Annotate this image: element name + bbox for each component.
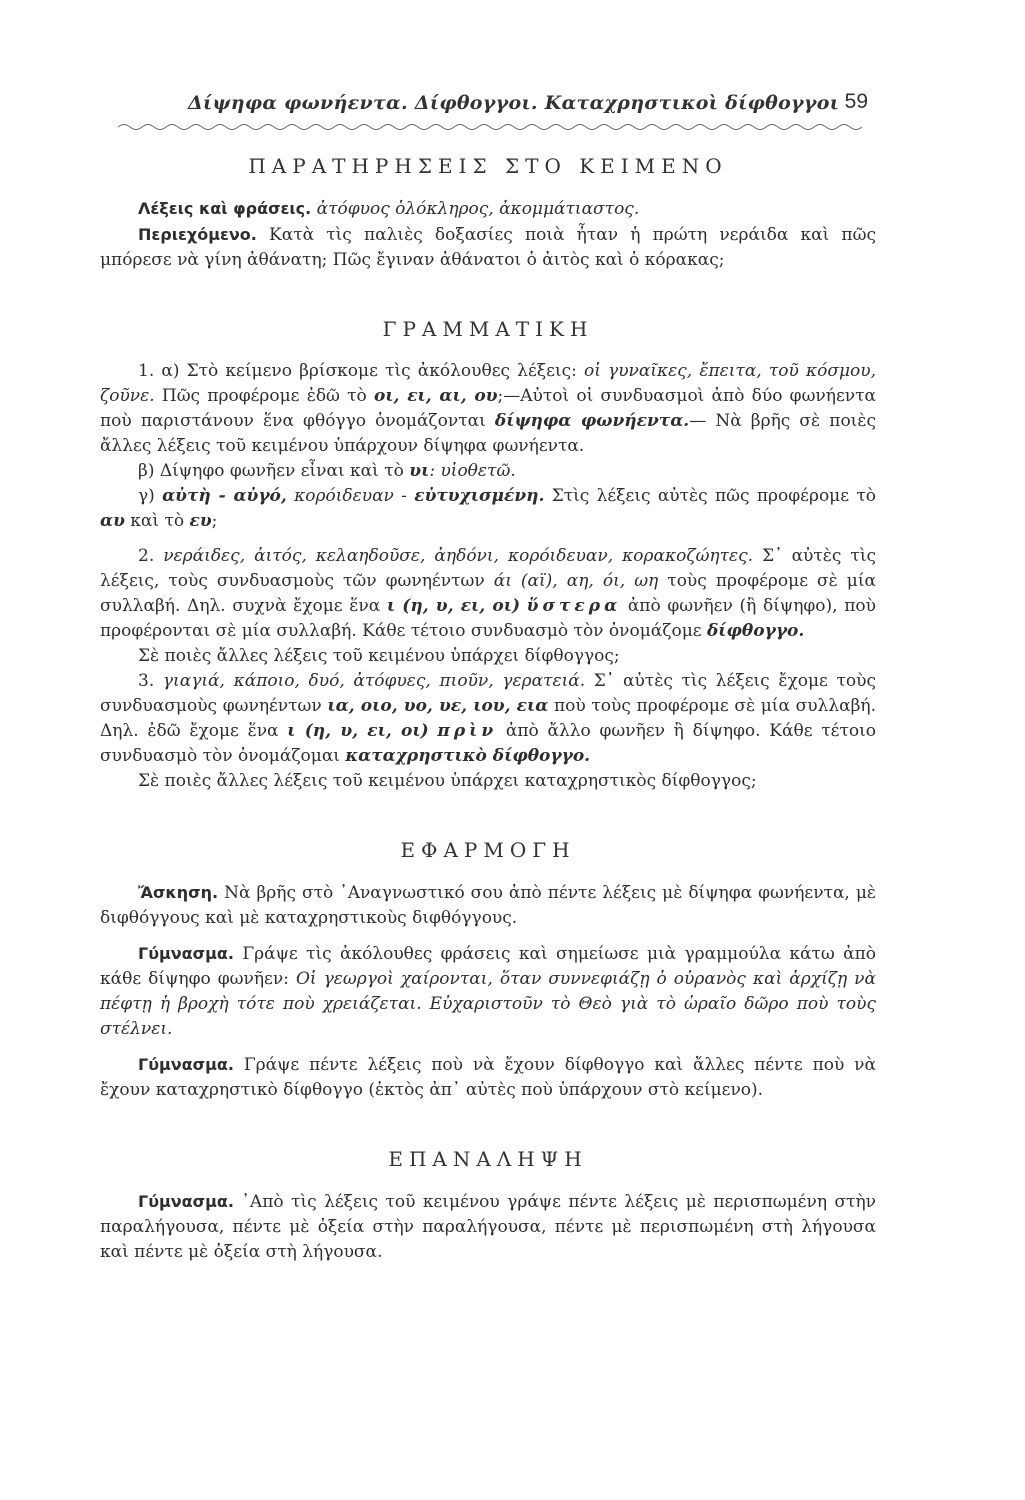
page-number: 59 <box>844 90 868 113</box>
paragraph-grammatiki-3-question: Σὲ ποιὲς ἄλλες λέξεις τοῦ κειμένου ὑπάρχει καταχρηστικὸς δίφθογγος; <box>138 771 757 791</box>
text-run: τοὺς προφέρομε σὲ μία συλλαβή. Δηλ. συχνὰ ἔχομε ἕνα <box>100 571 877 616</box>
text-run: ἀπὸ ἄλλο φωνῆεν ἢ δίψηφο. Κάθε τέτοιο συνδυασμὸ τὸν ὀνομάζομαι <box>100 721 877 766</box>
paragraph-lexeis <box>100 196 876 222</box>
gymnasma-label: Γύμνασμα. <box>138 1192 234 1211</box>
periexomeno-label: Περιεχόμενο. <box>138 225 257 244</box>
text-run: καὶ τὸ <box>124 511 190 531</box>
text-run: 2. <box>138 546 164 566</box>
text-run-italic: γιαγιά, κάποιο, δυό, ἀτόφυες, πιοῦν, γερατειά. <box>162 671 586 691</box>
paragraph-grammatiki-2 <box>100 544 876 644</box>
paragraph-epanalipsi <box>100 1189 876 1265</box>
periexomeno-text: Κατὰ τὶς παλιὲς δοξασίες ποιὰ ἦταν ἡ πρώτη νεράιδα καὶ πῶς μπόρεσε νὰ γίνη ἀθάνατη; Πῶς ἔγιναν ἀθάνατοι ὁ ἀιτὸς καὶ ὁ κόρακας; <box>100 225 876 270</box>
section-title-paratiriseis: ΠΑΡΑΤΗΡΗΣΕΙΣ ΣΤΟ ΚΕΙΜΕΝΟ <box>248 154 728 178</box>
gymnasma-label: Γύμνασμα. <box>138 944 234 963</box>
term-dipsifa: δίψηφα φωνήεντα. <box>494 411 690 431</box>
lexeis-text: ἀτόφυος ὁλόκληρος, ἀκομμάτιαστος. <box>311 199 640 219</box>
askisi-text: Νὰ βρῆς στὸ ᾿Αναγνωστικό σου ἀπὸ πέντε λέξεις μὲ δίψηφα φωνήεντα, μὲ διφθόγγους καὶ μὲ καταχρηστικοὺς διφθόγγους. <box>100 883 876 928</box>
paragraph-grammatiki-b <box>100 459 876 484</box>
text-run: 1. α) Στὸ κείμενο βρίσκομε τὶς ἀκόλουθες λέξεις: <box>138 361 584 381</box>
text-run-italic: νεράιδες, ἀιτός, κελαηδοῦσε, ἀηδόνι, κορόιδευαν, κορακοζώητες. <box>163 546 754 566</box>
text-run-italic: οἱ γυναῖκες, ἔπειτα, τοῦ κόσμου, ζοῦνε. <box>100 361 876 406</box>
text-run-bold: ι (η, υ, ει, οι) <box>287 721 429 741</box>
paragraph-askisi <box>100 880 876 931</box>
lexeis-label: Λέξεις καὶ φράσεις. <box>138 199 312 218</box>
text-run: — Νὰ βρῆς σὲ ποιὲς ἄλλες λέξεις τοῦ κειμένου ὑπάρχουν δίψηφα φωνήεντα. <box>100 411 876 456</box>
gymnasma-italic-text: Οἱ γεωργοὶ χαίρονται, ὅταν συννεφιάζῃ ὁ οὐρανὸς καὶ ἀρχίζῃ νὰ πέφτῃ ἡ βροχὴ τότε ποὺ χρειάζεται. Εὐχαριστοῦν τὸ Θεὸ γιὰ τὸ ὡραῖο δῶρο ποὺ τοὺς στέλνει. <box>100 969 876 1039</box>
text-run-spaced: πρὶν <box>437 721 498 741</box>
text-run-bold: αὐτὴ - αὐγό, <box>162 486 287 506</box>
text-run-bold: υι <box>409 461 430 481</box>
gymnasma-text: Γράψε πέντε λέξεις ποὺ νὰ ἔχουν δίφθογγο καὶ ἄλλες πέντε ποὺ νὰ ἔχουν καταχρηστικὸ δίφθογγο (ἐκτὸς ἀπ᾿ αὐτὲς ποὺ ὑπάρχουν στὸ κείμενο). <box>100 1055 876 1100</box>
text-run-bold: οι, ει, αι, ου <box>373 386 498 406</box>
text-run: Πῶς προφέρομε ἐδῶ τὸ <box>154 386 374 406</box>
text-run-italic: : υἱοθετῶ. <box>429 461 516 481</box>
paragraph-gymnasma-2 <box>100 1052 876 1103</box>
running-head <box>100 88 876 118</box>
text-run: β) Δίψηφο φωνῆεν εἶναι καὶ τὸ <box>138 461 410 481</box>
paragraph-grammatiki-c <box>100 484 876 534</box>
text-run: 3. <box>138 671 163 691</box>
text-run: Σ᾿ αὐτὲς τὶς λέξεις ἔχομε τοὺς συνδυασμοὺς φωνηέντων <box>100 671 877 716</box>
text-run: ;—Αὐτοὶ οἱ συνδυασμοὶ ἀπὸ δύο φωνήεντα ποὺ παριστάνουν ἕνα φθόγγο ὀνομάζονται <box>100 386 876 431</box>
section-title-grammatiki: ΓΡΑΜΜΑΤΙΚΗ <box>382 317 594 341</box>
gymnasma-label: Γύμνασμα. <box>138 1055 234 1074</box>
text-run-bold: ευ <box>189 511 212 531</box>
term-difthongos: δίφθογγο. <box>706 621 805 641</box>
section-title-epanalipsi: ΕΠΑΝΑΛΗΨΗ <box>388 1147 588 1171</box>
paragraph-gymnasma-1 <box>100 941 876 1042</box>
text-run: Σ᾿ αὐτὲς τὶς λέξεις, τοὺς συνδυασμοὺς τῶν φωνηέντων <box>100 546 877 591</box>
text-run-bold: αυ <box>100 511 125 531</box>
page <box>100 88 876 1265</box>
wavy-rule <box>118 122 868 132</box>
text-run: γ) <box>138 486 163 506</box>
gymnasma-text: Γράψε τὶς ἀκόλουθες φράσεις καὶ σημείωσε μιὰ γραμμούλα κάτω ἀπὸ κάθε δίψηφο φωνῆεν: <box>100 944 876 989</box>
text-run: Στὶς λέξεις αὐτὲς πῶς προφέρομε τὸ <box>544 486 876 506</box>
text-run: ἀπὸ φωνῆεν (ἢ δίψηφο), ποὺ προφέρονται σὲ μία συλλαβή. Κάθε τέτοιο συνδυασμὸ τὸν ὀνομάζομε <box>100 596 876 641</box>
text-run-spaced: ὕστερα <box>526 596 622 616</box>
text-run <box>520 596 527 616</box>
text-run-italic: άι (αϊ), αη, όι, ωη <box>493 571 659 591</box>
text-run-bold: ια, οιο, υο, υε, ιου, εια <box>327 696 549 716</box>
paragraph-grammatiki-1 <box>100 359 876 459</box>
text-run: ποὺ τοὺς προφέρομε σὲ μία συλλαβή. Δηλ. ἐδῶ ἔχομε ἕνα <box>100 696 876 741</box>
paragraph-grammatiki-3 <box>100 669 876 769</box>
text-run: ; <box>211 511 218 531</box>
text-run-italic: κορόιδευαν - <box>286 486 415 506</box>
term-katachristikos: καταχρηστικὸ δίφθογγο. <box>345 746 591 766</box>
paragraph-periexomeno <box>100 222 876 273</box>
text-run-bold: εὐτυχισμένη. <box>414 486 545 506</box>
gymnasma-text: ᾿Απὸ τὶς λέξεις τοῦ κειμένου γράψε πέντε λέξεις μὲ περισπωμένη στὴν παραλήγουσα, πέντε μὲ ὀξεία στὴν παραλήγουσα, πέντε μὲ περισπωμένη στὴ λήγουσα καὶ πέντε μὲ ὀξεία στὴ λήγουσα. <box>100 1192 876 1262</box>
askisi-label: Ἄσκηση. <box>138 883 219 902</box>
text-run-bold: ι (η, υ, ει, οι) <box>386 596 520 616</box>
running-title: Δίψηφα φωνήεντα. Δίφθογγοι. Καταχρηστικοὶ δίφθογγοι <box>188 92 840 114</box>
paragraph-grammatiki-2-question: Σὲ ποιὲς ἄλλες λέξεις τοῦ κειμένου ὑπάρχει δίφθογγος; <box>138 646 620 666</box>
section-title-efarmogi: ΕΦΑΡΜΟΓΗ <box>400 838 576 862</box>
